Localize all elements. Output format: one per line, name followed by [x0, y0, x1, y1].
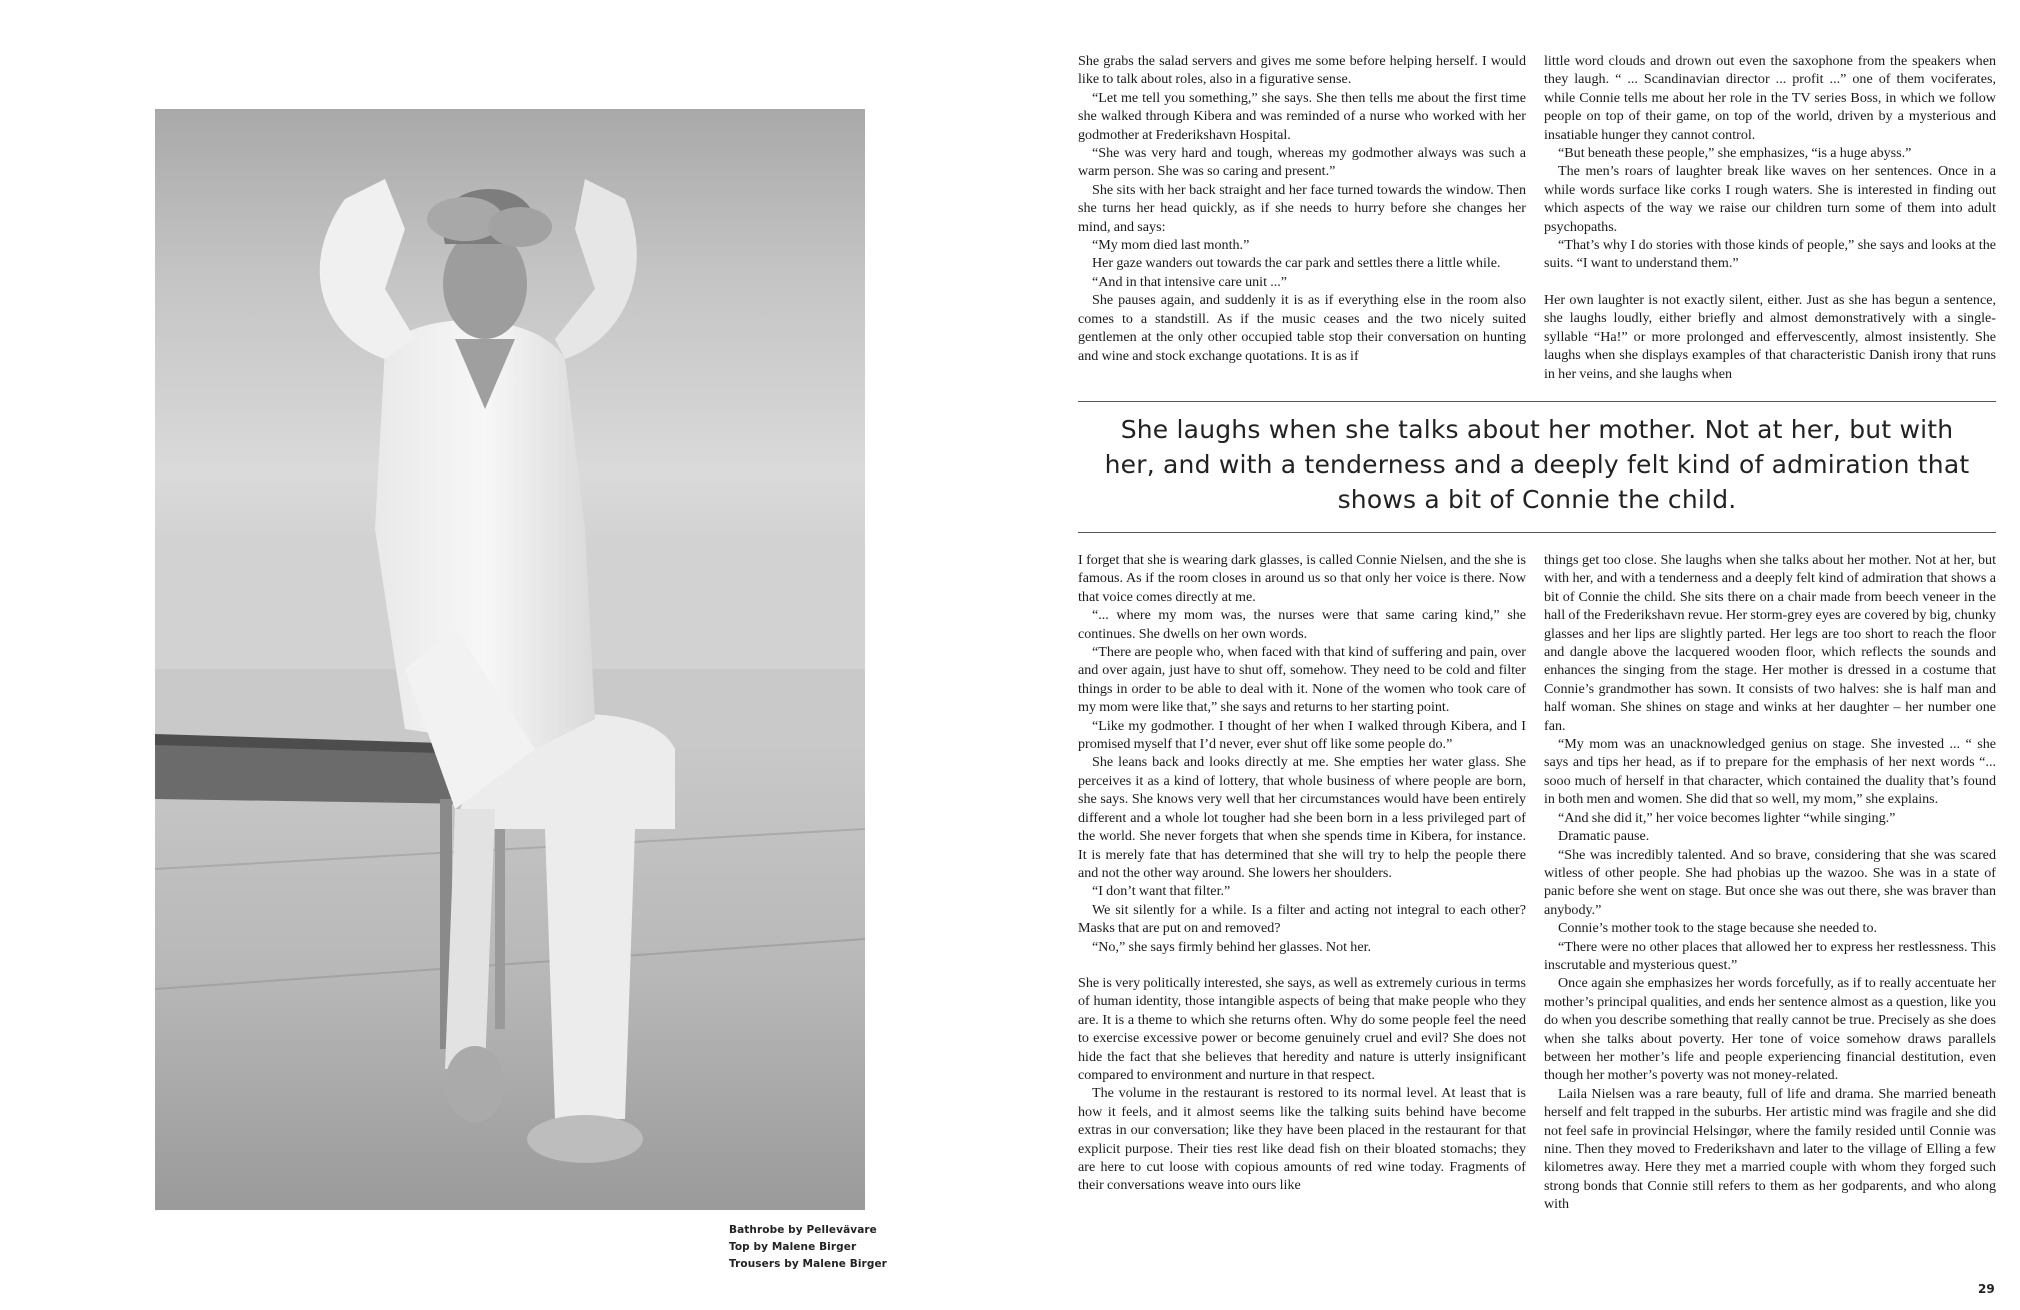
- text-column-2: [1544, 52, 1996, 383]
- credit-line: Bathrobe by Pellevävare: [729, 1224, 877, 1236]
- paragraph: things get too close. She laughs when she talks about her mother. Not at her, but with her, and with a tenderness and a deeply felt kind of admiration that shows a bit of Connie the child. She sits there on a chair made from beech veneer in the hall of the Frederikshavn revue. Her storm-grey eyes are covered by big, chunky glasses and her lips are slightly parted. Her legs are too short to reach the floor and dangle above the lacquered wooden floor, which reflects the sounds and enhances the singing from the stage. Her mother is dressed in a costume that Connie’s grandmother has sown. It consists of two halves: she is half man and half woman. She shines on stage and winks at her daughter – her number one fan.: [1544, 552, 1996, 734]
- paragraph: Her own laughter is not exactly silent, either. Just as she has begun a sentence, she laughs loudly, either briefly and almost demonstratively with a single-syllable “Ha!” or more prolonged and effervescently, almost insistently. She laughs when she displays examples of that characteristic Danish irony that runs in her veins, and she laughs when: [1544, 291, 1996, 382]
- paragraph: Dramatic pause.: [1558, 828, 1650, 845]
- paragraph: “My mom died last month.”: [1092, 237, 1250, 254]
- paragraph: “There are people who, when faced with that kind of suffering and pain, over and over again, just have to shut off, somehow. They need to be cold and filter things in order to be able to deal with it. None of the women who took care of my mom were like that,” she says and returns to her starting point.: [1078, 644, 1526, 716]
- paragraph: We sit silently for a while. Is a filter and acting not integral to each other? Masks that are put on and removed?: [1078, 901, 1526, 937]
- page-number: 29: [1978, 1282, 1995, 1296]
- credit-line: Top by Malene Birger: [729, 1241, 857, 1253]
- paragraph: “But beneath these people,” she emphasizes, “is a huge abyss.”: [1558, 145, 1912, 162]
- paragraph: “And she did it,” her voice becomes lighter “while singing.”: [1558, 809, 1896, 826]
- portrait-photo: [155, 109, 865, 1210]
- photo-credits: [729, 1222, 887, 1273]
- paragraph: The volume in the restaurant is restored to its normal level. At least that is how it feels, and it almost seems like the talking suits behind have become extras in our conversation; like they have been placed in the restaurant for that explicit purpose. Their ties rest like dead fish on their bloated stomachs; they are here to cut loose with copious amounts of red wine today. Fragments of their conversations weave into ours like: [1078, 1085, 1526, 1194]
- paragraph: She sits with her back straight and her face turned towards the window. Then she turns her head quickly, as if she needs to hurry before she changes her mind, and says:: [1078, 181, 1526, 235]
- paragraph: Once again she emphasizes her words forcefully, as if to really accentuate her mother’s principal qualities, and ends her sentence almost as a question, like you do when you describe something that really cannot be true. Precisely as she does when she talks about poverty. Her tone of voice somehow draws parallels between her mother’s life and people experiencing financial destitution, even though her mother’s poverty was not money-related.: [1544, 975, 1996, 1084]
- paragraph: “I don’t want that filter.”: [1092, 883, 1231, 900]
- paragraph: “She was very hard and tough, whereas my godmother always was such a warm person. She was so caring and present.”: [1078, 145, 1526, 180]
- paragraph: Laila Nielsen was a rare beauty, full of life and drama. She married beneath herself and felt trapped in the suburbs. Her artistic mind was fragile and she did not feel safe in provincial Helsingør, where the family resided until Connie was nine. Then they moved to Frederikshavn and later to the village of Elling a few kilometres away. Here they met a married couple with whom they forged such strong bonds that Connie still refers to them as her godparents, and who along with: [1544, 1085, 1996, 1213]
- paragraph: “Let me tell you something,” she says. She then tells me about the first time she walked through Kibera and was reminded of a nurse who worked with her godmother at Frederikshavn Hospital.: [1078, 89, 1526, 143]
- paragraph: The men’s roars of laughter break like waves on her sentences. Once in a while words surface like corks I rough waters. She is interested in finding out which aspects of the way we raise our children turn some of them into adult psychopaths.: [1544, 163, 1996, 235]
- paragraph: “... where my mom was, the nurses were that same caring kind,” she continues. She dwells on her own words.: [1078, 607, 1526, 642]
- paragraph: I forget that she is wearing dark glasses, is called Connie Nielsen, and the she is famous. As if the room closes in around us so that only her voice is there. Now that voice comes directly at me.: [1078, 552, 1526, 605]
- paragraph: She is very politically interested, she says, as well as extremely curious in terms of human identity, those intangible aspects of being that make people who they are. It is a theme to which she returns often. Why do some people feel the need to exercise excessive power or become genuinely cruel and evil? She does not hide the fact that she believes that heredity and nature is utterly insignificant compared to environment and nurture in that respect.: [1078, 974, 1526, 1083]
- text-column-3: [1078, 551, 1526, 1195]
- paragraph: little word clouds and drown out even the saxophone from the speakers when they laugh. “ ... Scandinavian director ... profit ...” one of them vociferates, while Connie tells me about her role in the TV series Boss, in which we follow people on top of their game, on top of the world, driven by a mysterious and insatiable hunger they cannot control.: [1544, 53, 1996, 143]
- pull-quote: She laughs when she talks about her mother. Not at her, but with her, and with a tenderness and a deeply felt kind of admiration that shows a bit of Connie the child.: [1104, 415, 1970, 514]
- paragraph: She grabs the salad servers and gives me some before helping herself. I would like to talk about roles, also in a figurative sense.: [1078, 53, 1526, 88]
- paragraph: She leans back and looks directly at me. She empties her water glass. She perceives it as a kind of lottery, that whole business of where people are born, she says. She knows very well that her circumstances would have been entirely different and a whole lot tougher had she been born in a less privileged part of the world. She never forgets that when she spends time in Kibera, for instance. It is merely fate that has determined that she will try to help the people there and not the other way around. She lowers her shoulders.: [1078, 754, 1526, 881]
- paragraph: “There were no other places that allowed her to express her restlessness. This inscrutable and mysterious quest.”: [1544, 938, 1996, 973]
- text-column-4: [1544, 551, 1996, 1214]
- pullquote-rule-bottom: [1078, 532, 1996, 533]
- paragraph: “She was incredibly talented. And so brave, considering that she was scared witless of other people. She had phobias up the wazoo. She was in a state of panic before she went on stage. But once she was out there, she was braver than anybody.”: [1544, 846, 1996, 918]
- credit-line: Trousers by Malene Birger: [729, 1258, 887, 1270]
- paragraph: Her gaze wanders out towards the car park and settles there a little while.: [1092, 255, 1501, 272]
- paragraph: “And in that intensive care unit ...”: [1092, 273, 1288, 290]
- paragraph: “That’s why I do stories with those kinds of people,” she says and looks at the suits. “I want to understand them.”: [1544, 237, 1996, 272]
- text-column-1: [1078, 52, 1526, 365]
- paragraph: “No,” she says firmly behind her glasses. Not her.: [1092, 938, 1372, 955]
- paragraph: “My mom was an unacknowledged genius on stage. She invested ... “ she says and tips her head, as if to prepare for the emphasis of her next words “... sooo much of herself in that character, which contained the duality that’s found in both men and women. She did that so well, my mom,” she explains.: [1544, 736, 1996, 808]
- paragraph: Connie’s mother took to the stage because she needed to.: [1558, 920, 1878, 937]
- pullquote-rule-top: [1078, 401, 1996, 402]
- paragraph: “Like my godmother. I thought of her when I walked through Kibera, and I promised myself that I’d never, ever shut off like some people do.”: [1078, 717, 1526, 753]
- paragraph: She pauses again, and suddenly it is as if everything else in the room also comes to a standstill. As if the music ceases and the two nicely suited gentlemen at the only other occupied table stop their conversation on hunting and wine and stock exchange quotations. It is as if: [1078, 292, 1526, 364]
